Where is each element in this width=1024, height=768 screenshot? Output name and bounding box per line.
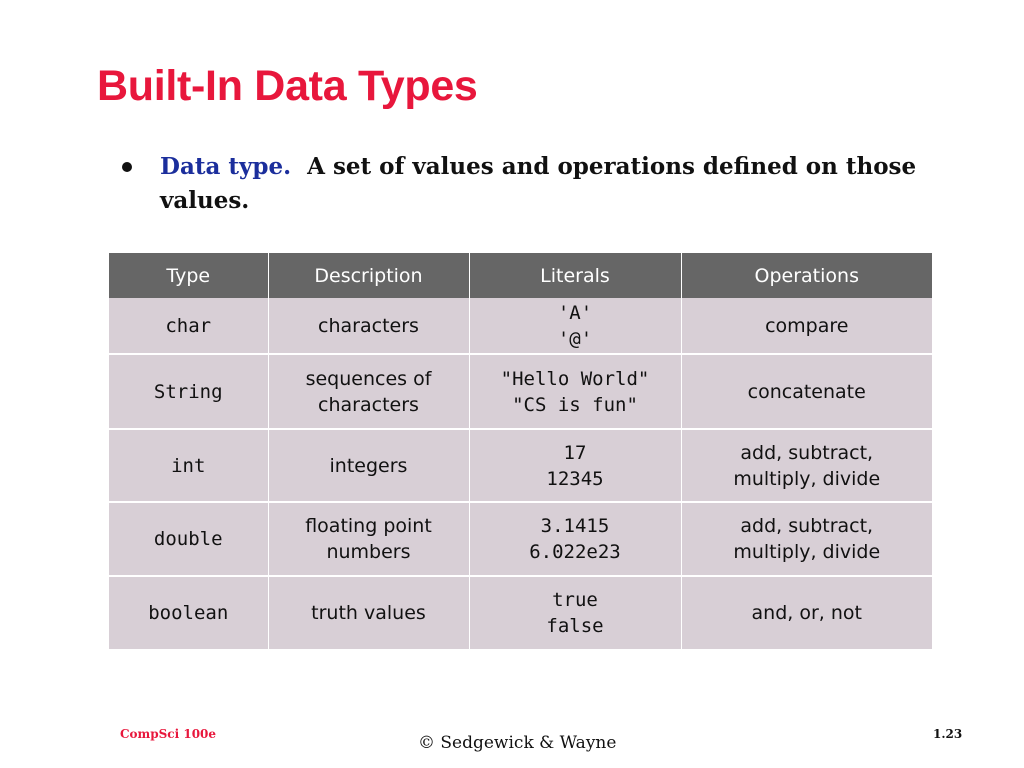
cell-type: boolean <box>109 576 268 650</box>
cell-type: String <box>109 354 268 429</box>
cell-operations: compare <box>681 298 932 354</box>
cell-operations: concatenate <box>681 354 932 429</box>
table-row <box>109 429 932 502</box>
cell-description: characters <box>268 298 469 354</box>
header-type: Type <box>109 253 268 298</box>
table-row <box>109 576 932 650</box>
cell-type: int <box>109 429 268 502</box>
bullet-definition <box>160 150 950 218</box>
header-description: Description <box>268 253 469 298</box>
table-row <box>109 354 932 429</box>
page-number: 1.23 <box>933 727 963 741</box>
cell-description: sequences of characters <box>268 354 469 429</box>
cell-operations: and, or, not <box>681 576 932 650</box>
cell-type: char <box>109 298 268 354</box>
bullet-term: Data type. <box>160 153 292 180</box>
header-operations: Operations <box>681 253 932 298</box>
footer-copyright: © Sedgewick & Wayne <box>418 733 617 753</box>
table-header-row <box>109 253 932 298</box>
header-literals: Literals <box>469 253 681 298</box>
bullet-icon <box>122 162 132 172</box>
cell-description: integers <box>268 429 469 502</box>
cell-literals: 3.1415 6.022e23 <box>469 502 681 576</box>
data-types-table <box>109 253 932 651</box>
cell-literals: "Hello World" "CS is fun" <box>469 354 681 429</box>
cell-description: truth values <box>268 576 469 650</box>
bullet-body: A set of values and operations defined on those values. <box>160 153 917 214</box>
cell-literals: 'A' '@' <box>469 298 681 354</box>
table-row <box>109 502 932 576</box>
footer-course: CompSci 100e <box>120 727 217 741</box>
table-row <box>109 298 932 354</box>
cell-literals: 17 12345 <box>469 429 681 502</box>
cell-operations: add, subtract, multiply, divide <box>681 502 932 576</box>
cell-operations: add, subtract, multiply, divide <box>681 429 932 502</box>
cell-description: floating point numbers <box>268 502 469 576</box>
cell-literals: true false <box>469 576 681 650</box>
slide-title: Built-In Data Types <box>97 62 478 110</box>
cell-type: double <box>109 502 268 576</box>
